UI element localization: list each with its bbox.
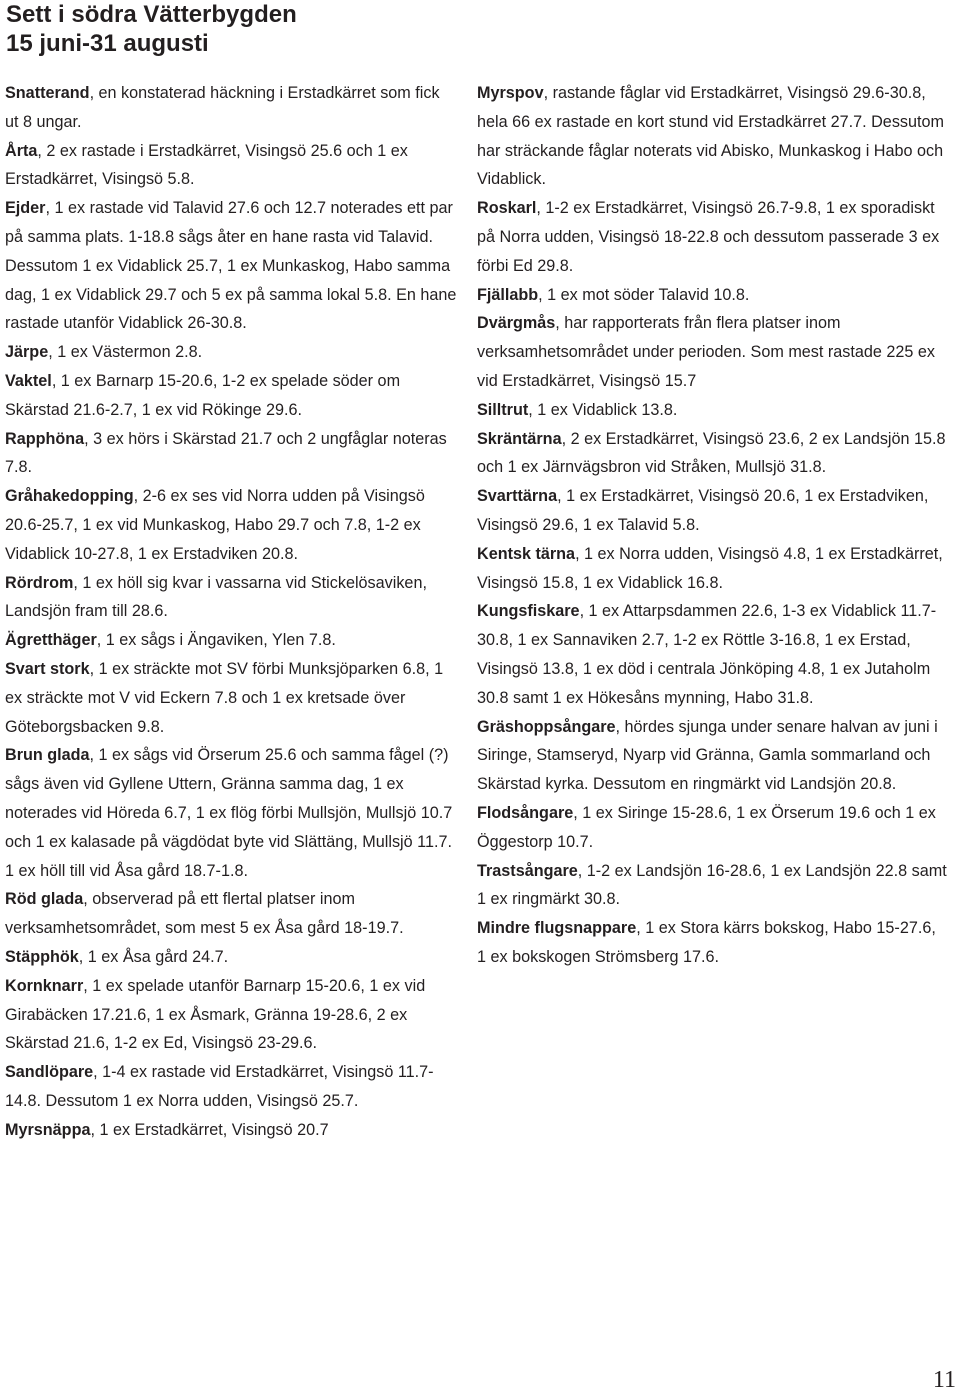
- observation-text: , 1-4 ex rastade vid Erstadkärret, Visingsö 11.7-14.8. Dessutom 1 ex Norra udden, Visingsö 25.7.: [5, 1063, 434, 1110]
- observation-entry: [477, 914, 947, 972]
- observation-text: , hördes sjunga under senare halvan av juni i Siringe, Stamseryd, Nyarp vid Gränna, Gamla sommarland och Skärstad kyrka. Dessutom en ringmärkt vid Landsjön 20.8.: [477, 717, 938, 794]
- observation-entry: [5, 626, 457, 655]
- species-name: Flodsångare: [477, 803, 574, 822]
- species-name: Stäpphök: [5, 947, 79, 966]
- observation-text: , 1 ex Siringe 15-28.6, 1 ex Örserum 19.6 och 1 ex Öggestorp 10.7.: [477, 803, 936, 851]
- observation-entry: [477, 194, 947, 280]
- observation-text: , 1 ex höll sig kvar i vassarna vid Stickelösaviken, Landsjön fram till 28.6.: [5, 573, 427, 621]
- species-name: Röd glada: [5, 890, 84, 909]
- observation-text: , 1 ex spelade utanför Barnarp 15-20.6, 1 ex vid Girabäcken 17.21.6, 1 ex Åsmark, Gränna 19-28.6, 2 ex Skärstad 21.6, 1-2 ex Ed, Visingsö 23-29.6.: [5, 976, 426, 1053]
- observation-entry: [5, 338, 457, 367]
- observation-entry: [5, 655, 457, 741]
- species-name: Dvärgmås: [477, 314, 556, 333]
- observation-entry: [477, 281, 947, 310]
- species-name: Kungsfiskare: [477, 602, 580, 621]
- observation-text: , en konstaterad häckning i Erstadkärret som fick ut 8 ungar.: [5, 84, 440, 131]
- observation-entry: [5, 569, 457, 627]
- observation-text: , rastande fåglar vid Erstadkärret, Visingsö 29.6-30.8, hela 66 ex rastade en kort stund vid Erstadkärret 27.7. Dessutom har sträckande fåglar noterats vid Abisko, Munkaskog i Habo och Vidablick.: [477, 84, 944, 189]
- observation-entry: [5, 482, 457, 568]
- observation-text: , har rapporterats från flera platser inom verksamhetsområdet under perioden. Som mest rastade 225 ex vid Erstadkärret, Visingsö 15.7: [477, 314, 935, 390]
- observation-entry: [5, 1116, 457, 1145]
- species-name: Myrspov: [477, 84, 544, 102]
- heading-period: 15 juni-31 augusti: [6, 30, 209, 57]
- observation-entry: [477, 425, 947, 483]
- observation-text: , 1 ex rastade vid Talavid 27.6 och 12.7 noterades ett par på samma plats. 1-18.8 sågs åter en hane rasta vid Talavid. Dessutom 1 ex Vidablick 25.7, 1 ex Munkaskog, Habo samma dag, 1 ex Vidablick 29.7 och 5 ex på samma lokal 5.8. En hane rastade utanför Vidablick 26-30.8.: [5, 199, 457, 333]
- species-name: Järpe: [5, 343, 49, 362]
- right-column: [477, 79, 947, 972]
- observation-text: , 1 ex sågs i Ängaviken, Ylen 7.8.: [96, 631, 336, 650]
- page-number: 11: [932, 1367, 956, 1393]
- observation-text: , 1 ex sågs vid Örserum 25.6 och samma fågel (?) sågs även vid Gyllene Uttern, Gränna samma dag, 1 ex noterades vid Höreda 6.7, 1 ex flög förbi Mullsjön, Mullsjö 10.7 och 1 ex kalasade på vägdödat byte vid Slättäng, Mullsjö 11.7. 1 ex höll till vid Åsa gård 18.7-1.8.: [5, 746, 453, 880]
- observation-entry: [5, 367, 457, 425]
- observation-entry: [477, 597, 947, 712]
- observation-text: , observerad på ett flertal platser inom verksamhetsområdet, som mest 5 ex Åsa gård 18-19.7.: [5, 890, 404, 938]
- heading-title: Sett i södra Vätterbygden: [6, 1, 297, 28]
- species-name: Snatterand: [5, 84, 90, 102]
- species-name: Fjällabb: [477, 285, 539, 304]
- observation-text: , 1 ex Attarpsdammen 22.6, 1-3 ex Vidablick 11.7-30.8, 1 ex Sannaviken 2.7, 1-2 ex Röttle 3-16.8, 1 ex Erstad, Visingsö 13.8, 1 ex död i centrala Jönköping 4.8, 1 ex Jutaholm 30.8 samt 1 ex Hökesåns mynning, Habo 31.8.: [477, 602, 937, 707]
- species-name: Roskarl: [477, 199, 537, 218]
- species-name: Ägretthäger: [5, 631, 97, 650]
- species-name: Kornknarr: [5, 976, 84, 995]
- observation-text: , 3 ex hörs i Skärstad 21.7 och 2 ungfåglar noteras 7.8.: [5, 429, 447, 477]
- observation-text: , 1 ex mot söder Talavid 10.8.: [538, 285, 750, 304]
- observation-text: , 1-2 ex Erstadkärret, Visingsö 26.7-9.8, 1 ex sporadiskt på Norra udden, Visingsö 18-22.8 och dessutom passerade 3 ex förbi Ed 29.8.: [477, 199, 940, 275]
- species-name: Kentsk tärna: [477, 544, 576, 563]
- observation-entry: [477, 309, 947, 395]
- observation-entry: [477, 79, 947, 194]
- observation-entry: [477, 396, 947, 425]
- species-name: Sandlöpare: [5, 1063, 94, 1082]
- species-name: Rapphöna: [5, 429, 85, 448]
- observation-entry: [477, 540, 947, 598]
- observation-text: , 1-2 ex Landsjön 16-28.6, 1 ex Landsjön 22.8 samt 1 ex ringmärkt 30.8.: [477, 861, 947, 909]
- observation-entry: [477, 857, 947, 915]
- species-name: Vaktel: [5, 371, 52, 390]
- observation-text: , 1 ex Barnarp 15-20.6, 1-2 ex spelade söder om Skärstad 21.6-2.7, 1 ex vid Rökinge 29.6.: [5, 371, 401, 419]
- species-name: Ejder: [5, 199, 46, 218]
- observation-text: , 1 ex Erstadkärret, Visingsö 20.7: [90, 1120, 329, 1139]
- page-heading: [6, 0, 297, 58]
- observation-text: , 1 ex Stora kärrs bokskog, Habo 15-27.6, 1 ex bokskogen Strömsberg 17.6.: [477, 919, 936, 966]
- species-name: Brun glada: [5, 746, 90, 765]
- observation-entry: [5, 425, 457, 483]
- observation-entry: [5, 194, 457, 338]
- species-name: Mindre flugsnappare: [477, 919, 637, 938]
- observation-entry: [5, 1058, 457, 1116]
- observation-text: , 1 ex Västermon 2.8.: [48, 343, 203, 362]
- observation-entry: [5, 943, 457, 972]
- species-name: Gråhakedopping: [5, 487, 134, 506]
- observation-entry: [477, 482, 947, 540]
- species-name: Gräshoppsångare: [477, 717, 616, 736]
- observation-text: , 2 ex Erstadkärret, Visingsö 23.6, 2 ex Landsjön 15.8 och 1 ex Järnvägsbron vid Stråken, Mullsjö 31.8.: [477, 429, 946, 477]
- species-name: Svarttärna: [477, 487, 558, 506]
- species-name: Myrsnäppa: [5, 1120, 91, 1139]
- observation-text: , 1 ex sträckte mot SV förbi Munksjöparken 6.8, 1 ex sträckte mot V vid Eckern 7.8 och 1 ex kretsade över Göteborgsbacken 9.8.: [5, 659, 444, 736]
- observation-entry: [477, 713, 947, 799]
- observation-entry: [5, 79, 457, 137]
- species-name: Svart stork: [5, 659, 90, 678]
- observation-text: , 1 ex Åsa gård 24.7.: [78, 947, 229, 966]
- observation-entry: [5, 741, 457, 885]
- observation-text: , 1 ex Norra udden, Visingsö 4.8, 1 ex Erstadkärret, Visingsö 15.8, 1 ex Vidablick 16.8.: [477, 544, 943, 592]
- observation-text: , 1 ex Vidablick 13.8.: [528, 400, 678, 419]
- species-name: Årta: [5, 141, 38, 160]
- species-name: Trastsångare: [477, 861, 578, 880]
- species-name: Silltrut: [477, 400, 529, 419]
- observation-text: , 2 ex rastade i Erstadkärret, Visingsö 25.6 och 1 ex Erstadkärret, Visingsö 5.8.: [5, 141, 408, 189]
- observation-text: , 2-6 ex ses vid Norra udden på Visingsö 20.6-25.7, 1 ex vid Munkaskog, Habo 29.7 och 7.8, 1-2 ex Vidablick 10-27.8, 1 ex Erstadviken 20.8.: [5, 487, 425, 563]
- observation-entry: [477, 799, 947, 857]
- species-name: Skräntärna: [477, 429, 562, 448]
- observation-entry: [5, 137, 457, 195]
- species-name: Rördrom: [5, 573, 74, 592]
- observation-text: , 1 ex Erstadkärret, Visingsö 20.6, 1 ex Erstadviken, Visingsö 29.6, 1 ex Talavid 5.8.: [477, 487, 929, 534]
- observation-entry: [5, 972, 457, 1058]
- observation-entry: [5, 885, 457, 943]
- left-column: [5, 79, 457, 1144]
